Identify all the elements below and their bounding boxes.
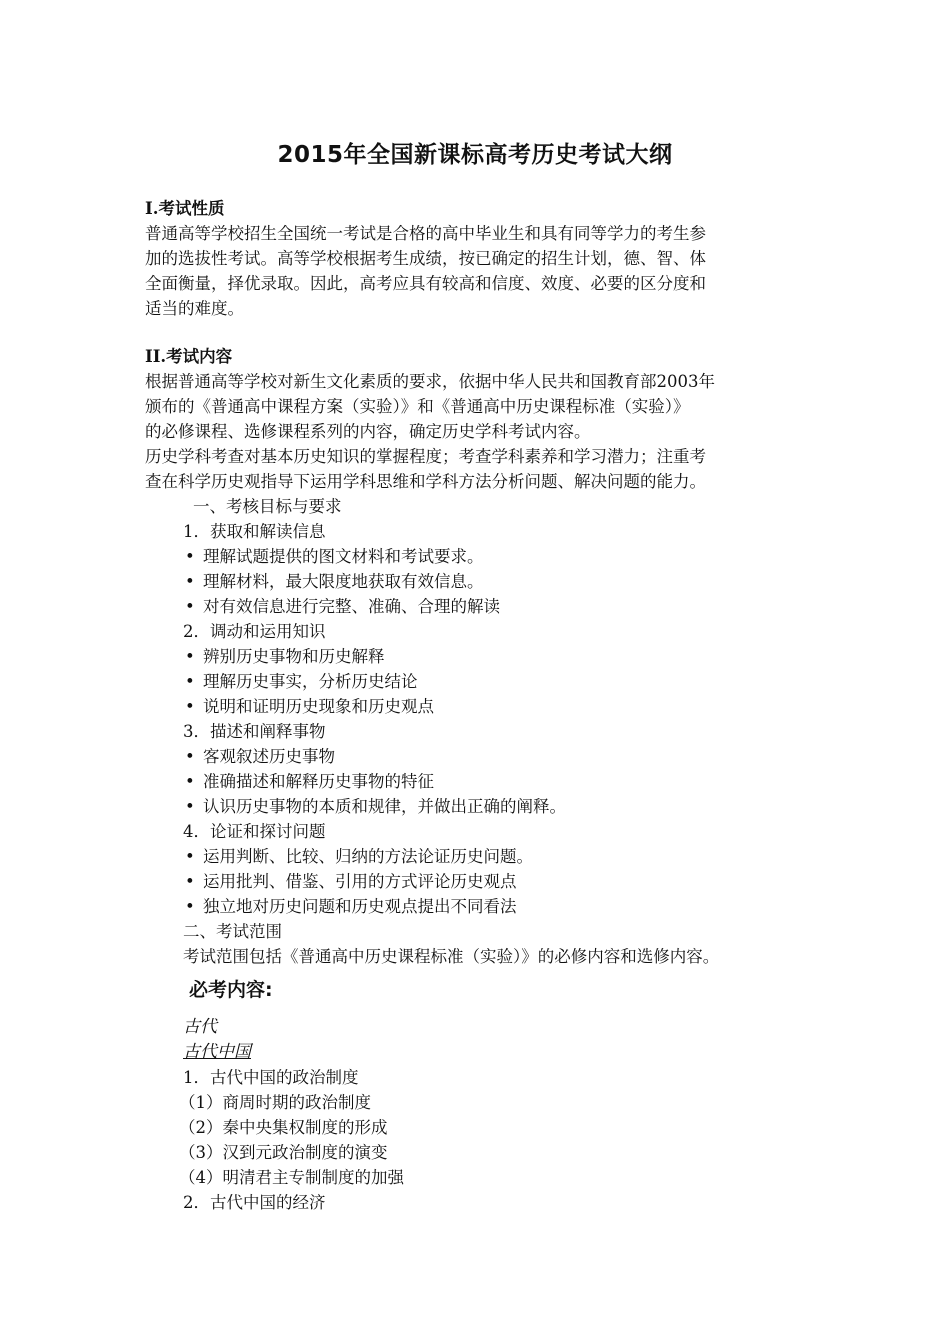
bullet-icon: • — [185, 647, 195, 666]
part2-text: 考试范围包括《普通高中历史课程标准（实验）》的必修内容和选修内容。 — [183, 947, 720, 966]
subtopic-line: （3）汉到元政治制度的演变 — [179, 1143, 388, 1162]
subtopic-line: （1）商周时期的政治制度 — [179, 1093, 371, 1112]
bullet-icon: • — [185, 672, 195, 691]
required-content-heading: 必考内容: — [189, 979, 273, 1001]
list-item: • 准确描述和解释历史事物的特征 — [145, 769, 825, 794]
topic-line: 1．古代中国的政治制度 — [183, 1068, 359, 1087]
subera-heading: 古代中国 — [183, 1042, 251, 1062]
bullet-icon: • — [185, 597, 195, 616]
topic-line: 2．古代中国的经济 — [183, 1193, 326, 1212]
paragraph-line: 全面衡量，择优录取。因此，高考应具有较高和信度、效度、必要的区分度和 — [145, 274, 706, 293]
list-item: • 理解试题提供的图文材料和考试要求。 — [145, 544, 825, 569]
list-item: • 运用判断、比较、归纳的方法论证历史问题。 — [145, 844, 825, 869]
list-item: • 理解材料，最大限度地获取有效信息。 — [145, 569, 825, 594]
bullet-icon: • — [185, 847, 195, 866]
list-item: • 说明和证明历史现象和历史观点 — [145, 694, 825, 719]
list-item: • 认识历史事物的本质和规律，并做出正确的阐释。 — [145, 794, 825, 819]
list-item: • 运用批判、借鉴、引用的方式评论历史观点 — [145, 869, 825, 894]
part2-title: 二、考试范围 — [183, 922, 282, 941]
subtopic-line: （2）秦中央集权制度的形成 — [179, 1118, 388, 1137]
paragraph-line: 根据普通高等学校对新生文化素质的要求，依据中华人民共和国教育部2003年 — [145, 372, 715, 391]
list-item: • 理解历史事实，分析历史结论 — [145, 669, 825, 694]
paragraph-line: 适当的难度。 — [145, 299, 244, 318]
subtopic-line: （4）明清君主专制制度的加强 — [179, 1168, 404, 1187]
paragraph-line: 查在科学历史观指导下运用学科思维和学科方法分析问题、解决问题的能力。 — [145, 472, 706, 491]
bullet-icon: • — [185, 572, 195, 591]
paragraph-line: 颁布的《普通高中课程方案（实验）》和《普通高中历史课程标准（实验）》 — [145, 397, 690, 416]
bullet-icon: • — [185, 697, 195, 716]
section-heading-nature: I.考试性质 — [145, 199, 225, 218]
document-body — [145, 196, 825, 1215]
bullet-icon: • — [185, 872, 195, 891]
section-heading-content: II.考试内容 — [145, 347, 233, 366]
goal-title: 2．调动和运用知识 — [183, 622, 326, 641]
paragraph-line: 历史学科考查对基本历史知识的掌握程度；考查学科素养和学习潜力；注重考 — [145, 447, 706, 466]
bullet-icon: • — [185, 897, 195, 916]
list-item: • 对有效信息进行完整、准确、合理的解读 — [145, 594, 825, 619]
paragraph-line: 的必修课程、选修课程系列的内容，确定历史学科考试内容。 — [145, 422, 591, 441]
bullet-icon: • — [185, 747, 195, 766]
paragraph-line: 加的选拔性考试。高等学校根据考生成绩，按已确定的招生计划，德、智、体 — [145, 249, 706, 268]
bullet-icon: • — [185, 772, 195, 791]
goal-title: 3．描述和阐释事物 — [183, 722, 326, 741]
paragraph-line: 普通高等学校招生全国统一考试是合格的高中毕业生和具有同等学力的考生参 — [145, 224, 706, 243]
goal-title: 4．论证和探讨问题 — [183, 822, 326, 841]
document-title: 2015年全国新课标高考历史考试大纲 — [277, 142, 673, 168]
bullet-icon: • — [185, 797, 195, 816]
bullet-icon: • — [185, 547, 195, 566]
list-item: • 独立地对历史问题和历史观点提出不同看法 — [145, 894, 825, 919]
era-heading: 古代 — [183, 1017, 217, 1037]
part1-title: 一、考核目标与要求 — [193, 497, 342, 516]
list-item: • 客观叙述历史事物 — [145, 744, 825, 769]
list-item: • 辨别历史事物和历史解释 — [145, 644, 825, 669]
goal-title: 1．获取和解读信息 — [183, 522, 326, 541]
